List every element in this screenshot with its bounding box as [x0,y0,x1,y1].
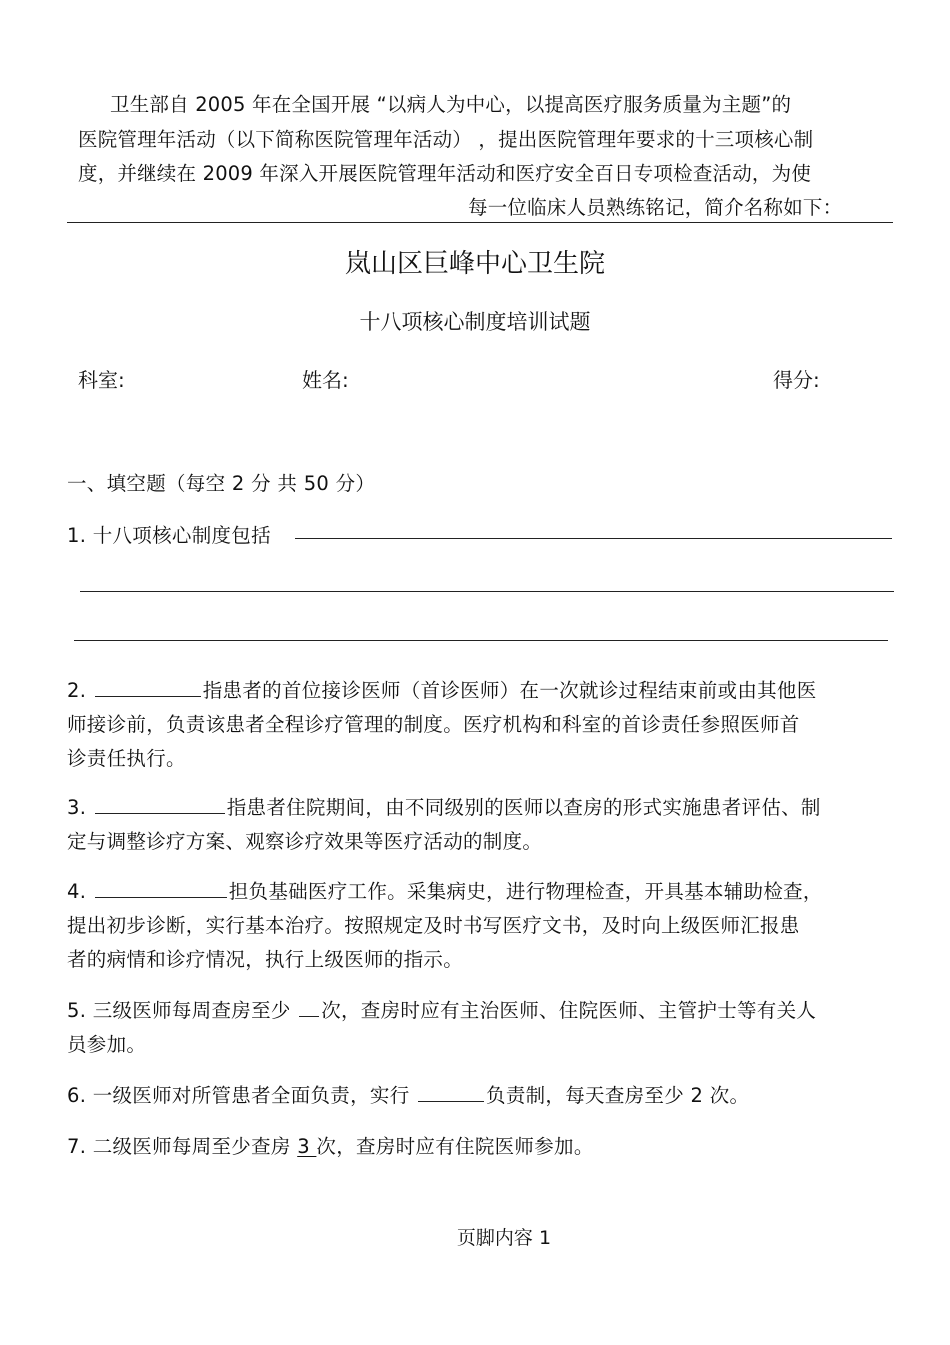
q2-number: 2. [67,679,87,702]
page-footer: 页脚内容 1 [456,1227,552,1249]
q2-text-1: 指患者的首位接诊医师（首诊医师）在一次就诊过程结束前或由其他医 [202,679,817,702]
question-5-line-2: 员参加。 [67,1033,147,1056]
question-3-line-2: 定与调整诊疗方案、观察诊疗效果等医疗活动的制度。 [67,830,543,853]
score-label: 得分: [773,368,820,392]
question-2-line-2: 师接诊前，负责该患者全程诊疗管理的制度。医疗机构和科室的首诊责任参照医师首 [67,713,800,736]
name-label: 姓名: [302,368,349,392]
question-2-line-1 [67,675,817,703]
q4-text-1: 担负基础医疗工作。采集病史，进行物理检查，开具基本辅助检查， [228,880,823,903]
q1-blank-line-2[interactable] [80,591,894,592]
intro-line-4: 每一位临床人员熟练铭记，简介名称如下： [468,196,843,219]
q1-blank-line-1[interactable] [295,538,892,539]
q3-blank[interactable] [95,793,225,814]
q2-blank[interactable] [95,676,201,697]
q7-answer[interactable]: 3 [297,1135,317,1158]
header-divider [67,222,893,223]
q7-text-before: 7. 二级医师每周至少查房 [67,1135,298,1158]
q6-blank[interactable] [418,1081,484,1102]
q6-text-before: 6. 一级医师对所管患者全面负责，实行 [67,1084,417,1107]
department-label: 科室: [78,368,125,392]
q6-text-after: 负责制，每天查房至少 2 次。 [486,1084,750,1107]
intro-line-1: 卫生部自 2005 年在全国开展 “以病人为中心，以提高医疗服务质量为主题”的 [110,93,792,116]
question-4-line-2: 提出初步诊断，实行基本治疗。按照规定及时书写医疗文书，及时向上级医师汇报患 [67,914,800,937]
exam-title: 十八项核心制度培训试题 [359,310,591,334]
question-4-line-3: 者的病情和诊疗情况，执行上级医师的指示。 [67,948,464,971]
q5-text-after: 次，查房时应有主治医师、住院医师、主管护士等有关人 [321,999,817,1022]
hospital-title: 岚山区巨峰中心卫生院 [344,249,605,279]
q1-blank-line-3[interactable] [74,640,888,641]
question-5-line-1 [67,995,816,1023]
question-3-line-1 [67,792,821,820]
section-heading-fill-in: 一、填空题（每空 2 分 共 50 分） [67,472,376,495]
q7-text-after: 次，查房时应有住院医师参加。 [316,1135,594,1158]
question-7-line-1 [67,1131,594,1159]
q3-number: 3. [67,796,87,819]
intro-line-3: 度，并继续在 2009 年深入开展医院管理年活动和医疗安全百日专项检查活动，为使 [78,162,812,185]
q4-number: 4. [67,880,87,903]
q5-text-before: 5. 三级医师每周查房至少 [67,999,298,1022]
q5-blank[interactable] [299,996,319,1017]
q3-text-1: 指患者住院期间，由不同级别的医师以查房的形式实施患者评估、制 [226,796,821,819]
question-2-line-3: 诊责任执行。 [67,747,186,770]
question-1-text: 1. 十八项核心制度包括 [67,524,271,547]
q4-blank[interactable] [95,877,227,898]
question-6-line-1 [67,1080,749,1108]
question-4-line-1 [67,876,823,904]
intro-line-2: 医院管理年活动（以下简称医院管理年活动） ，提出医院管理年要求的十三项核心制 [78,128,814,151]
